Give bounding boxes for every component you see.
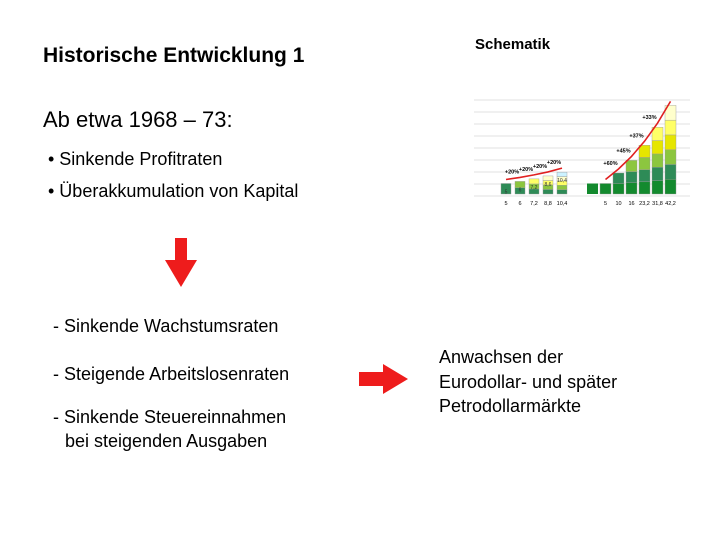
- chart-bar-segment: [543, 176, 553, 181]
- result-text: [439, 345, 699, 419]
- right-arrow-icon: [359, 364, 409, 394]
- chart-bar-segment: [639, 145, 650, 157]
- chart-tick-label: 7,2: [530, 201, 538, 207]
- chart-tick-label: 5: [504, 201, 508, 207]
- result-line: Anwachsen der: [439, 347, 564, 367]
- chart-bar-segment: [665, 120, 676, 135]
- chart-data-label: 10,4: [557, 178, 567, 185]
- chart-bar-segment: [665, 179, 676, 194]
- chart-bar-segment: [639, 157, 650, 169]
- chart-bar-segment: [652, 154, 663, 167]
- result-line: Eurodollar- und später: [439, 371, 618, 392]
- consequence-item: - Steigende Arbeitslosenraten: [53, 364, 290, 384]
- bullet-item: • Überakkumulation von Kapital: [48, 181, 299, 201]
- chart-data-label: 6: [518, 187, 522, 194]
- chart-bar-segment: [626, 183, 637, 194]
- slide-title: Historische Entwicklung 1: [43, 44, 305, 67]
- result-line: Petrodollarmärkte: [439, 396, 582, 416]
- chart-bar-segment: [613, 173, 624, 184]
- chart-bar-segment: [665, 135, 676, 150]
- chart-tick-label: 16: [628, 201, 635, 207]
- chart-bar-segment: [652, 167, 663, 180]
- chart-data-label: 5: [504, 189, 508, 196]
- chart-bar-segment: [529, 179, 539, 184]
- chart-tick-label: 31,8: [652, 201, 663, 207]
- down-arrow-shape: [165, 238, 197, 287]
- chart-growth-label: +33%: [642, 115, 657, 122]
- schematic-label: Schematik: [475, 36, 551, 53]
- chart-bar-segment: [626, 160, 637, 171]
- consequence-item: - Sinkende Steuereinnahmen: [53, 407, 287, 427]
- chart-growth-label: +20%: [504, 169, 520, 176]
- chart-tick-label: 8,8: [544, 201, 552, 207]
- chart-bar-segment: [639, 170, 650, 182]
- chart-tick-label: 42,2: [665, 201, 676, 207]
- chart-bar-segment: [557, 172, 567, 176]
- consequence-item: - Sinkende Wachstumsraten: [53, 316, 279, 336]
- right-arrow-shape: [359, 364, 408, 394]
- slide-subtitle: Ab etwa 1968 – 73:: [43, 107, 233, 132]
- schematic-chart: [474, 52, 690, 210]
- chart-bar-segment: [665, 150, 676, 165]
- down-arrow-icon: [164, 238, 198, 288]
- bullet-item: • Sinkende Profitraten: [48, 149, 223, 169]
- chart-data-label: 8,6: [544, 181, 552, 188]
- chart-tick-label: 10,4: [556, 201, 568, 207]
- chart-bar-segment: [652, 181, 663, 194]
- chart-bar-segment: [626, 172, 637, 183]
- chart-growth-label: +37%: [629, 133, 644, 140]
- chart-bar-segment: [613, 184, 624, 195]
- chart-tick-label: 6: [518, 201, 522, 207]
- chart-growth-label: +20%: [518, 166, 534, 173]
- chart-growth-label: +20%: [546, 160, 562, 167]
- chart-bar-base: [587, 184, 598, 195]
- chart-growth-label: +45%: [616, 148, 631, 155]
- chart-tick-label: 10: [615, 201, 622, 207]
- chart-bar-segment: [557, 185, 567, 189]
- chart-growth-label: +20%: [532, 163, 548, 170]
- chart-bar-segment: [639, 182, 650, 194]
- chart-bar-segment: [557, 190, 567, 194]
- chart-data-label: 7,2: [530, 184, 538, 191]
- chart-bar-segment: [652, 141, 663, 154]
- chart-bar-segment: [543, 189, 553, 194]
- consequence-item-continued: bei steigenden Ausgaben: [65, 431, 268, 451]
- chart-bar-segment: [600, 184, 611, 195]
- chart-bar-segment: [665, 164, 676, 179]
- chart-tick-label: 23,2: [639, 201, 650, 207]
- chart-growth-label: +60%: [603, 161, 618, 167]
- chart-tick-label: 5: [603, 201, 608, 207]
